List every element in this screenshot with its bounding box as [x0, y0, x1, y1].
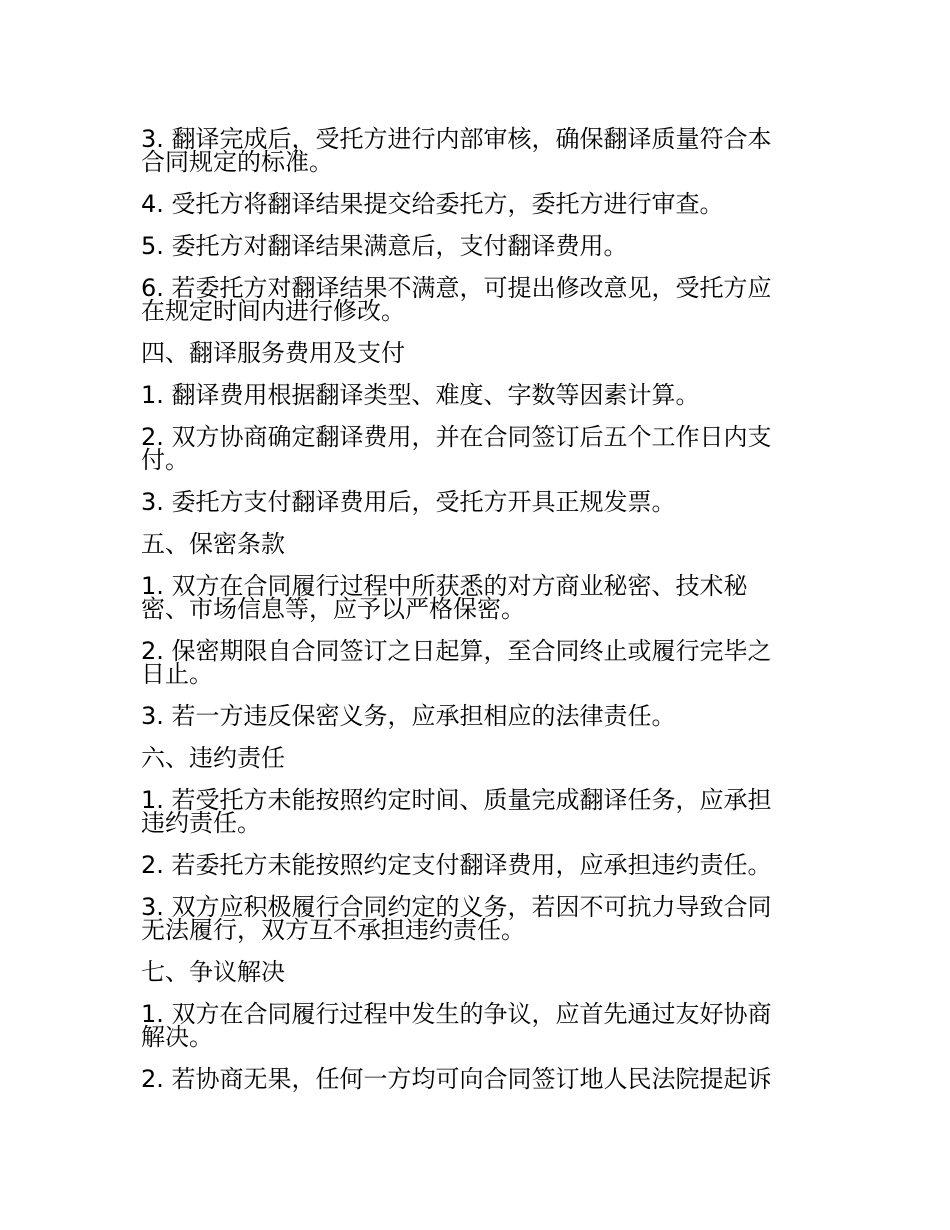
liability-clause-2: 2. 若委托方未能按照约定支付翻译费用，应承担违约责任。: [141, 851, 772, 879]
section-heading-fees: 四、翻译服务费用及支付: [141, 339, 405, 367]
section-heading-dispute: 七、争议解决: [141, 958, 285, 986]
fees-clause-3: 3. 委托方支付翻译费用后，受托方开具正规发票。: [141, 488, 676, 516]
clause-5-payment: 5. 委托方对翻译结果满意后，支付翻译费用。: [141, 232, 628, 260]
section-heading-liability: 六、违约责任: [141, 744, 285, 772]
clause-3-review: 3. 翻译完成后，受托方进行内部审核，确保翻译质量符合本合同规定的标准。: [141, 125, 772, 176]
clause-4-submit: 4. 受托方将翻译结果提交给委托方，委托方进行审查。: [141, 190, 724, 218]
confidentiality-clause-3: 3. 若一方违反保密义务，应承担相应的法律责任。: [141, 702, 676, 730]
liability-clause-1: 1. 若受托方未能按照约定时间、质量完成翻译任务，应承担违约责任。: [141, 786, 772, 837]
dispute-clause-2: 2. 若协商无果，任何一方均可向合同签订地人民法院提起诉: [141, 1065, 772, 1093]
confidentiality-clause-1: 1. 双方在合同履行过程中所获悉的对方商业秘密、技术秘密、市场信息等，应予以严格保密。: [141, 572, 748, 623]
liability-clause-3: 3. 双方应积极履行合同约定的义务，若因不可抗力导致合同无法履行，双方互不承担违约责任。: [141, 893, 772, 944]
fees-clause-1: 1. 翻译费用根据翻译类型、难度、字数等因素计算。: [141, 381, 700, 409]
section-heading-confidentiality: 五、保密条款: [141, 530, 285, 558]
fees-clause-2: 2. 双方协商确定翻译费用，并在合同签订后五个工作日内支付。: [141, 423, 772, 474]
confidentiality-clause-2: 2. 保密期限自合同签订之日起算，至合同终止或履行完毕之日止。: [141, 637, 772, 688]
document-page: [141, 125, 793, 1110]
clause-6-revision: 6. 若委托方对翻译结果不满意，可提出修改意见，受托方应在规定时间内进行修改。: [141, 274, 772, 325]
dispute-clause-1: 1. 双方在合同履行过程中发生的争议，应首先通过友好协商解决。: [141, 1000, 772, 1051]
